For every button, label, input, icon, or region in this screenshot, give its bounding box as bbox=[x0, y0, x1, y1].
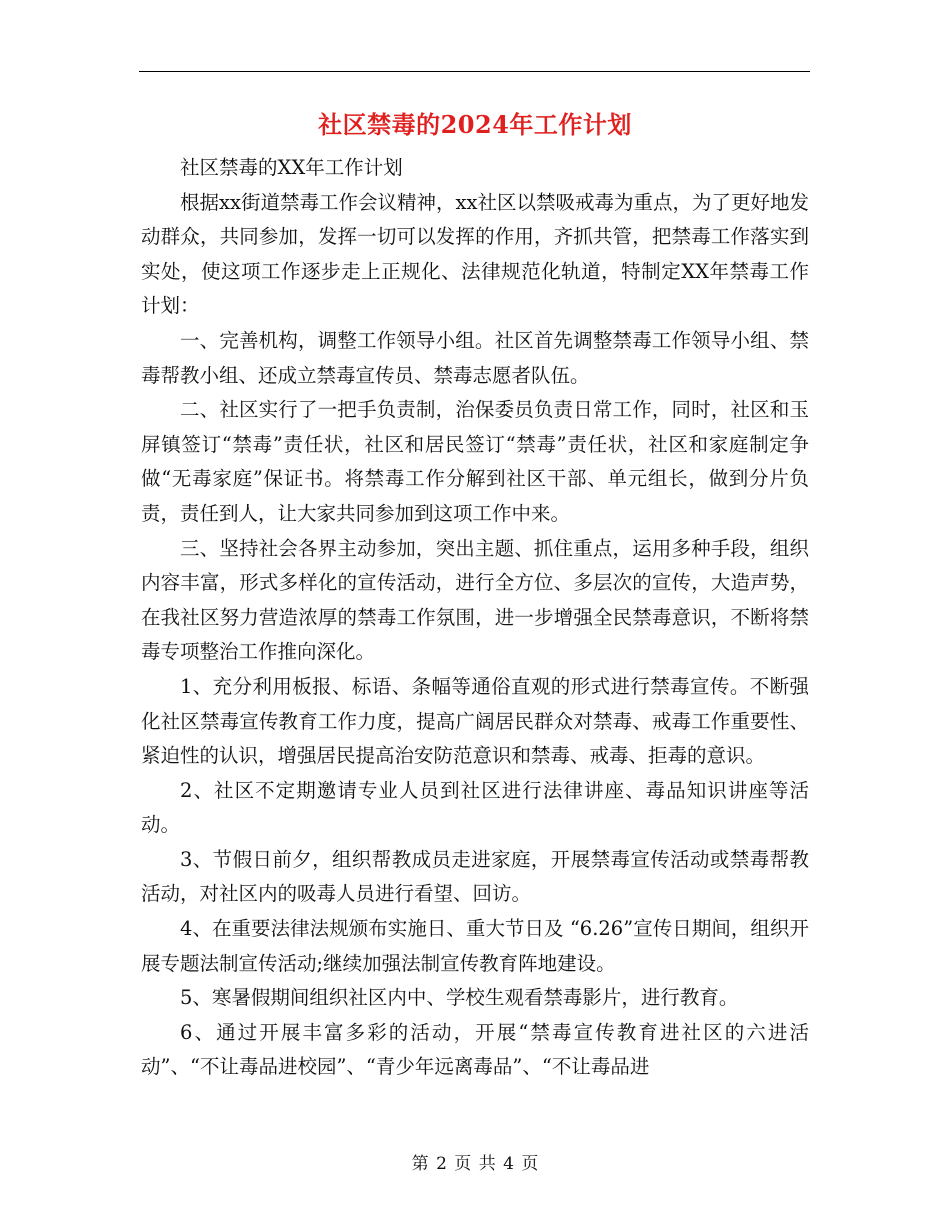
paragraph-item-6: 6、通过开展丰富多彩的活动，开展“禁毒宣传教育进社区的六进活动”、“不让毒品进校园”、“青少年远离毒品”、“不让毒品进 bbox=[141, 1020, 809, 1079]
paragraph-intro: 根据xx街道禁毒工作会议精神，xx社区以禁吸戒毒为重点，为了更好地发动群众，共同参加，发挥一切可以发挥的作用，齐抓共管，把禁毒工作落实到实处，使这项工作逐步走上正规化、法律规范化轨道，特制定XX年禁毒工作计划： bbox=[141, 190, 809, 318]
paragraph-item-5: 5、寒暑假期间组织社区内中、学校生观看禁毒影片，进行教育。 bbox=[180, 986, 739, 1010]
paragraph-item-4: 4、在重要法律法规颁布实施日、重大节日及 “6.26”宣传日期间，组织开展专题法制宣传活动;继续加强法制宣传教育阵地建设。 bbox=[141, 917, 809, 975]
paragraph-item-2: 2、社区不定期邀请专业人员到社区进行法律讲座、毒品知识讲座等活动。 bbox=[141, 778, 809, 837]
paragraph-subtitle: 社区禁毒的XX年工作计划 bbox=[180, 156, 403, 179]
paragraph-section-3: 三、坚持社会各界主动参加，突出主题、抓住重点，运用多种手段，组织内容丰富，形式多样化的宣传活动，进行全方位、多层次的宣传，大造声势，在我社区努力营造浓厚的禁毒工作氛围，进一步增强全民禁毒意识，不断将禁毒专项整治工作推向深化。 bbox=[141, 536, 809, 664]
paragraph-section-1: 一、完善机构，调整工作领导小组。社区首先调整禁毒工作领导小组、禁毒帮教小组、还成立禁毒宣传员、禁毒志愿者队伍。 bbox=[141, 328, 809, 387]
document-title: 社区禁毒的2024年工作计划 bbox=[318, 110, 632, 139]
page-footer: 第 2 页 共 4 页 bbox=[411, 1154, 539, 1174]
paragraph-item-1: 1、充分利用板报、标语、条幅等通俗直观的形式进行禁毒宣传。不断强化社区禁毒宣传教育工作力度，提高广阔居民群众对禁毒、戒毒工作重要性、紧迫性的认识，增强居民提高治安防范意识和禁毒、戒毒、拒毒的意识。 bbox=[141, 674, 809, 768]
document-body bbox=[141, 151, 809, 1085]
header-rule bbox=[139, 71, 810, 72]
paragraph-section-2: 二、社区实行了一把手负责制，治保委员负责日常工作，同时，社区和玉屏镇签订“禁毒”责任状，社区和居民签订“禁毒”责任状，社区和家庭制定争做“无毒家庭”保证书。将禁毒工作分解到社区干部、单元组长，做到分片负责，责任到人，让大家共同参加到这项工作中来。 bbox=[141, 398, 809, 525]
paragraph-item-3: 3、节假日前夕，组织帮教成员走进家庭，开展禁毒宣传活动或禁毒帮教活动，对社区内的吸毒人员进行看望、回访。 bbox=[141, 847, 809, 906]
